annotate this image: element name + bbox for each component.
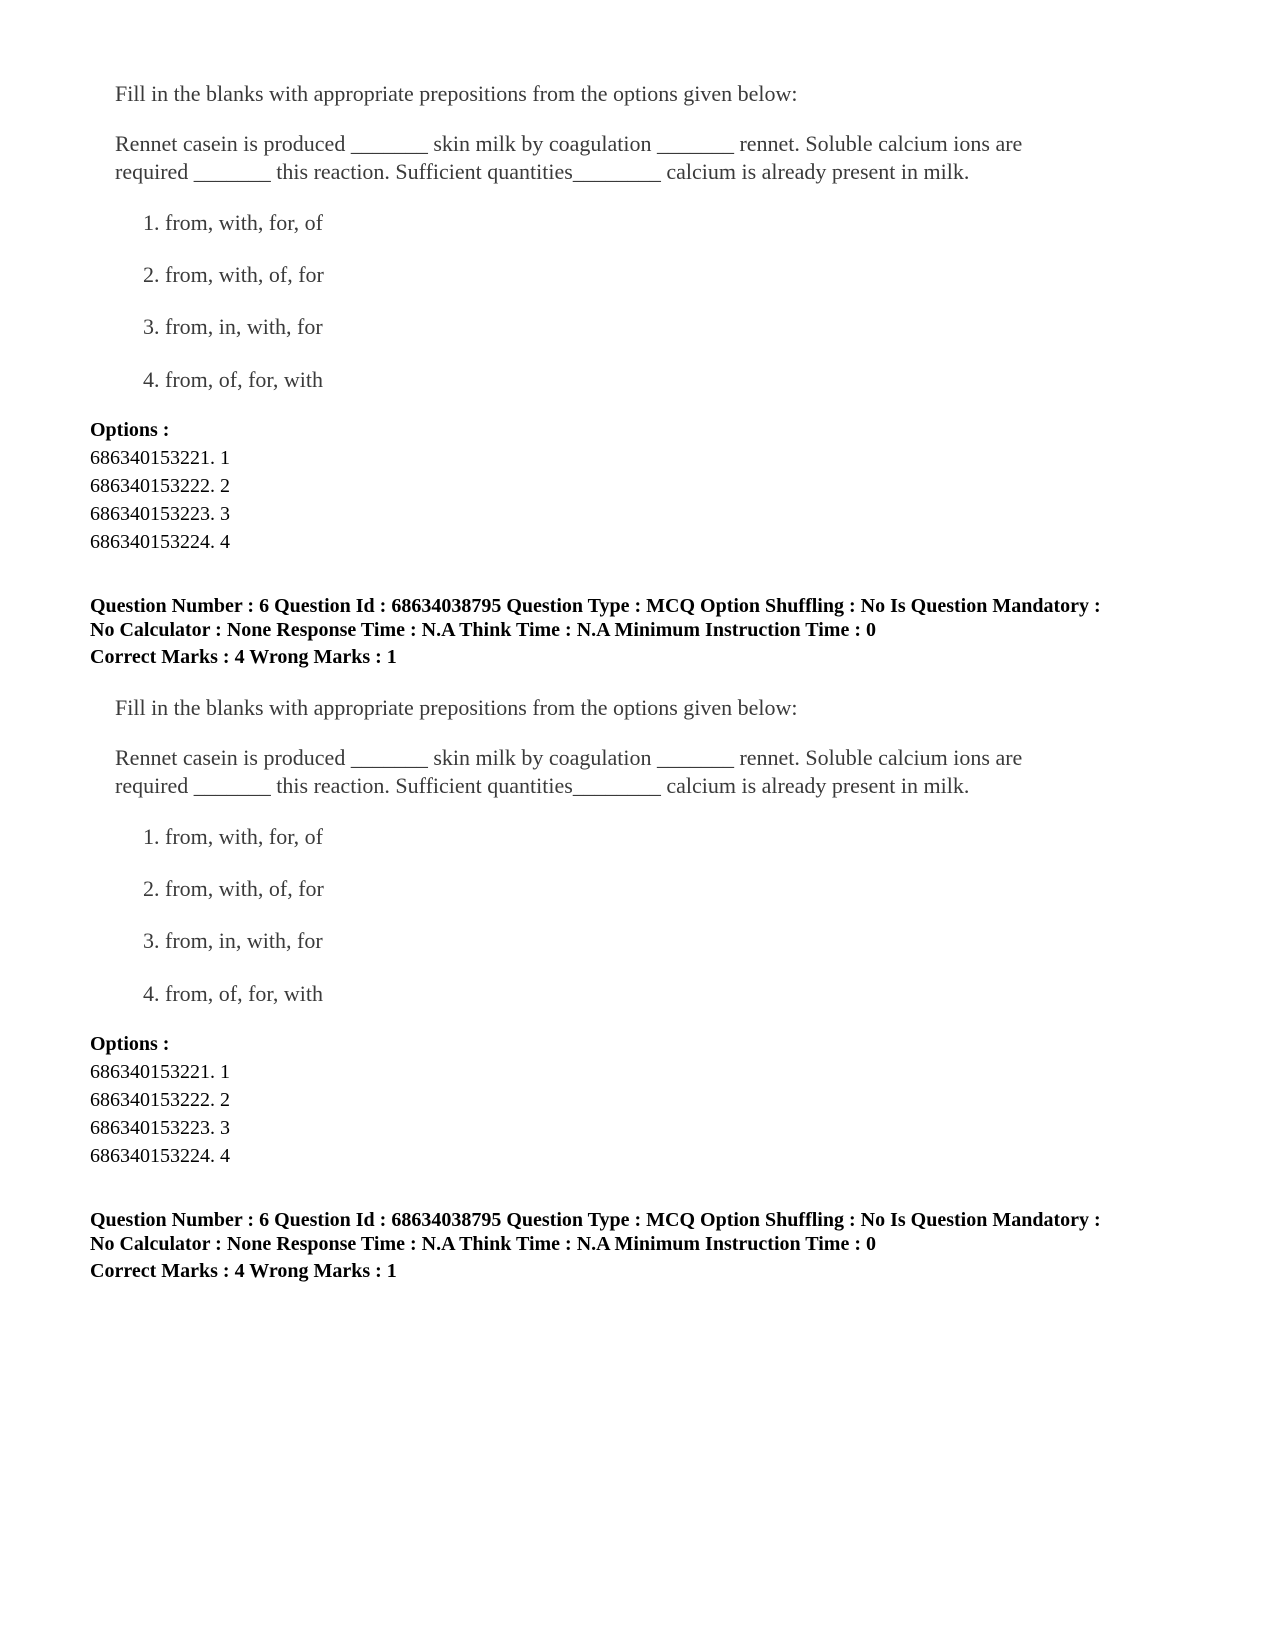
question-choice: 4. from, of, for, with (143, 367, 323, 392)
options-title: Options : (90, 1033, 170, 1055)
question-instruction: Fill in the blanks with appropriate prepositions from the options given below: (115, 81, 798, 106)
question-marks: Correct Marks : 4 Wrong Marks : 1 (90, 646, 397, 668)
question-paragraph-line: Rennet casein is produced _______ skin milk by coagulation _______ rennet. Soluble calcium ions are (115, 745, 1023, 770)
option-item: 686340153224. 4 (90, 1145, 230, 1167)
question-meta-line: Question Number : 6 Question Id : 68634038795 Question Type : MCQ Option Shuffling : No Is Question Mandatory : (90, 1209, 1101, 1231)
question-paragraph-line: Rennet casein is produced _______ skin milk by coagulation _______ rennet. Soluble calcium ions are (115, 131, 1023, 156)
question-paragraph-line: required _______ this reaction. Sufficient quantities________ calcium is already present in milk. (115, 159, 970, 184)
question-meta-line: Question Number : 6 Question Id : 68634038795 Question Type : MCQ Option Shuffling : No Is Question Mandatory : (90, 595, 1101, 617)
question-choice: 3. from, in, with, for (143, 314, 323, 339)
question-paragraph (115, 744, 1105, 800)
question-meta-line: No Calculator : None Response Time : N.A Think Time : N.A Minimum Instruction Time : 0 (90, 619, 876, 641)
option-item: 686340153223. 3 (90, 503, 230, 525)
question-meta (90, 594, 1101, 669)
question-instruction: Fill in the blanks with appropriate prepositions from the options given below: (115, 695, 798, 720)
question-choice: 2. from, with, of, for (143, 876, 324, 901)
option-item: 686340153222. 2 (90, 475, 230, 497)
question-choice: 1. from, with, for, of (143, 824, 323, 849)
options-title: Options : (90, 419, 170, 441)
question-meta-line: No Calculator : None Response Time : N.A Think Time : N.A Minimum Instruction Time : 0 (90, 1233, 876, 1255)
question-paragraph-line: required _______ this reaction. Sufficient quantities________ calcium is already present in milk. (115, 773, 970, 798)
option-item: 686340153224. 4 (90, 531, 230, 553)
option-item: 686340153223. 3 (90, 1117, 230, 1139)
option-item: 686340153221. 1 (90, 447, 230, 469)
option-item: 686340153221. 1 (90, 1061, 230, 1083)
question-meta (90, 1208, 1101, 1283)
option-item: 686340153222. 2 (90, 1089, 230, 1111)
question-paragraph (115, 130, 1105, 186)
question-choice: 1. from, with, for, of (143, 210, 323, 235)
question-choice: 2. from, with, of, for (143, 262, 324, 287)
question-choice: 3. from, in, with, for (143, 928, 323, 953)
question-marks: Correct Marks : 4 Wrong Marks : 1 (90, 1260, 397, 1282)
question-choice: 4. from, of, for, with (143, 981, 323, 1006)
